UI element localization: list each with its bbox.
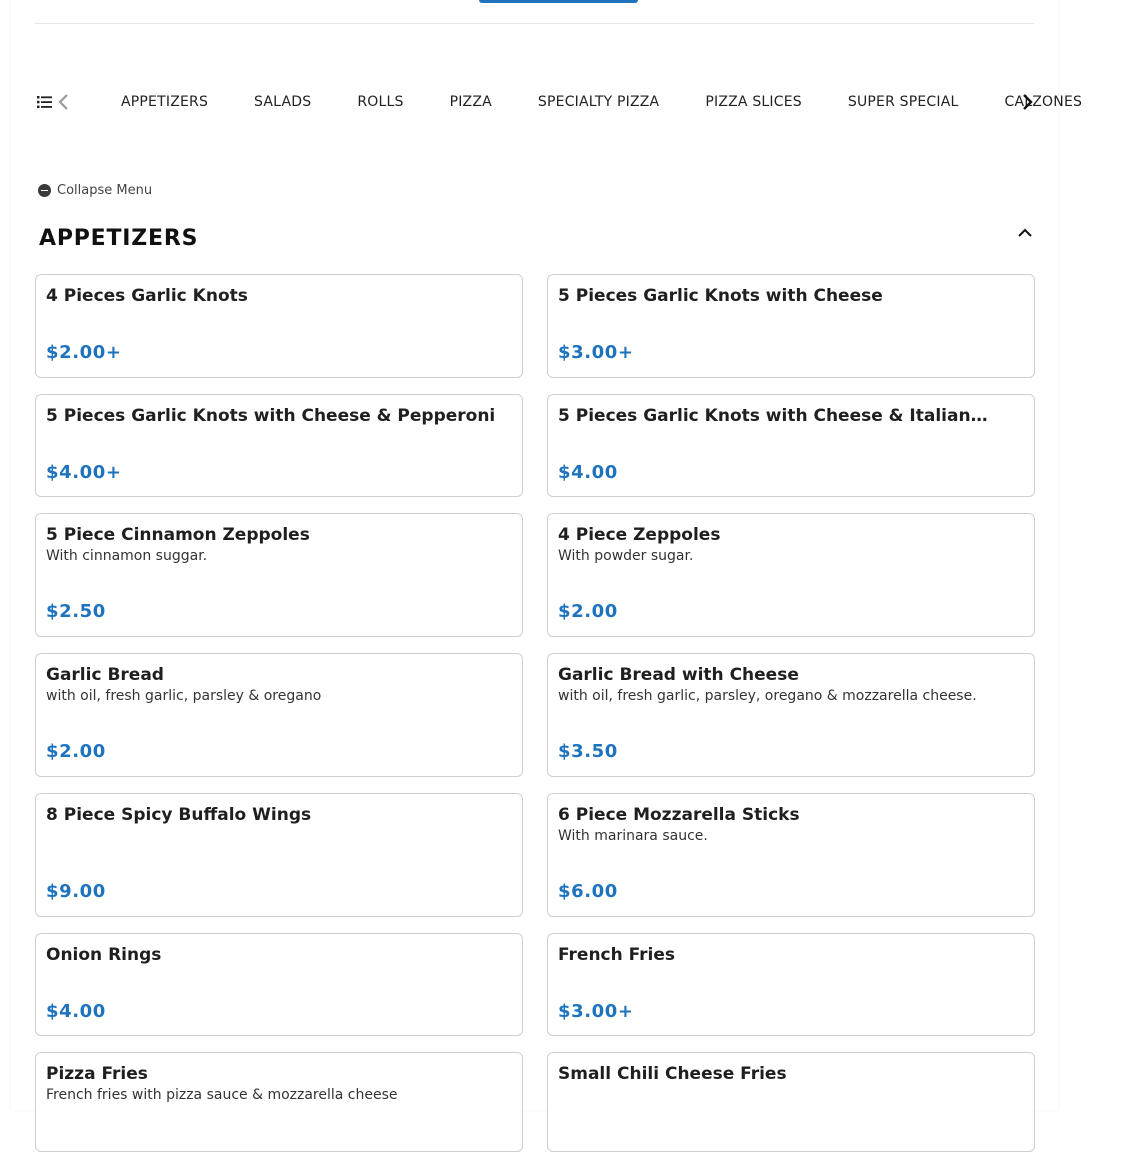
tab-pizza-slices[interactable]: PIZZA SLICES [705,94,802,110]
item-name: 6 Piece Mozzarella Sticks [558,805,800,825]
item-name: Garlic Bread with Cheese [558,665,799,685]
list-icon[interactable] [37,94,53,110]
item-description: With powder sugar. [558,548,694,564]
chevron-right-icon[interactable] [1013,92,1037,112]
menu-item-card[interactable] [547,793,1035,917]
item-name: Onion Rings [46,945,162,965]
minus-circle-icon [38,184,51,197]
item-price: $3.00+ [558,1001,634,1022]
item-price: $4.00+ [46,462,122,483]
top-action-button[interactable] [479,0,638,3]
tab-appetizers[interactable]: APPETIZERS [121,94,209,110]
top-bar [35,0,1034,24]
chevron-left-icon[interactable] [57,92,71,112]
tab-rolls[interactable]: ROLLS [357,94,404,110]
item-description: with oil, fresh garlic, parsley & oregano [46,688,322,704]
item-price: $4.00 [46,1001,106,1022]
tab-specialty-pizza[interactable]: SPECIALTY PIZZA [537,94,660,110]
item-name: 4 Piece Zeppoles [558,525,721,545]
tab-salads[interactable]: SALADS [254,94,312,110]
item-description: With marinara sauce. [558,828,708,844]
menu-item-card[interactable] [547,394,1035,497]
menu-item-card[interactable] [547,933,1035,1036]
tab-super-special[interactable]: SUPER SPECIAL [847,94,959,110]
chevron-up-icon[interactable] [1016,224,1034,242]
menu-item-card[interactable] [547,1052,1035,1152]
item-name: 8 Piece Spicy Buffalo Wings [46,805,312,825]
menu-item-card[interactable] [35,933,523,1036]
item-price: $6.00 [558,881,618,902]
item-price: $3.50 [558,741,618,762]
item-description: French fries with pizza sauce & mozzarella cheese [46,1087,398,1103]
item-price: $2.00 [558,601,618,622]
item-name: French Fries [558,945,676,965]
item-name: Pizza Fries [46,1064,148,1084]
item-name: Small Chili Cheese Fries [558,1064,787,1084]
item-price: $2.50 [46,601,106,622]
item-description: with oil, fresh garlic, parsley, oregano & mozzarella cheese. [558,688,977,704]
item-price: $9.00 [46,881,106,902]
menu-item-card[interactable] [35,274,523,378]
item-name: 5 Pieces Garlic Knots with Cheese & Italian… [558,406,988,426]
item-name: Garlic Bread [46,665,164,685]
menu-page [11,0,1083,1110]
collapse-menu-label: Collapse Menu [57,182,153,198]
item-price: $2.00 [46,741,106,762]
item-price: $4.00 [558,462,618,483]
item-price: $3.00+ [558,342,634,363]
menu-item-card[interactable] [35,394,523,497]
menu-item-card[interactable] [35,513,523,637]
menu-item-card[interactable] [547,274,1035,378]
section-title: APPETIZERS [39,226,199,251]
tab-calzones[interactable]: CALZONES [1004,94,1083,110]
item-name: 4 Pieces Garlic Knots [46,286,248,306]
collapse-menu-button[interactable] [38,181,152,199]
tab-pizza[interactable]: PIZZA [449,94,492,110]
item-name: 5 Pieces Garlic Knots with Cheese [558,286,883,306]
item-price: $2.00+ [46,342,122,363]
category-nav [35,82,1083,122]
menu-item-card[interactable] [547,653,1035,777]
item-description: With cinnamon suggar. [46,548,208,564]
item-name: 5 Piece Cinnamon Zeppoles [46,525,310,545]
menu-item-card[interactable] [547,513,1035,637]
menu-item-card[interactable] [35,793,523,917]
category-tabs [121,82,1083,122]
menu-item-card[interactable] [35,1052,523,1152]
item-name: 5 Pieces Garlic Knots with Cheese & Pepperoni [46,406,496,426]
menu-item-card[interactable] [35,653,523,777]
